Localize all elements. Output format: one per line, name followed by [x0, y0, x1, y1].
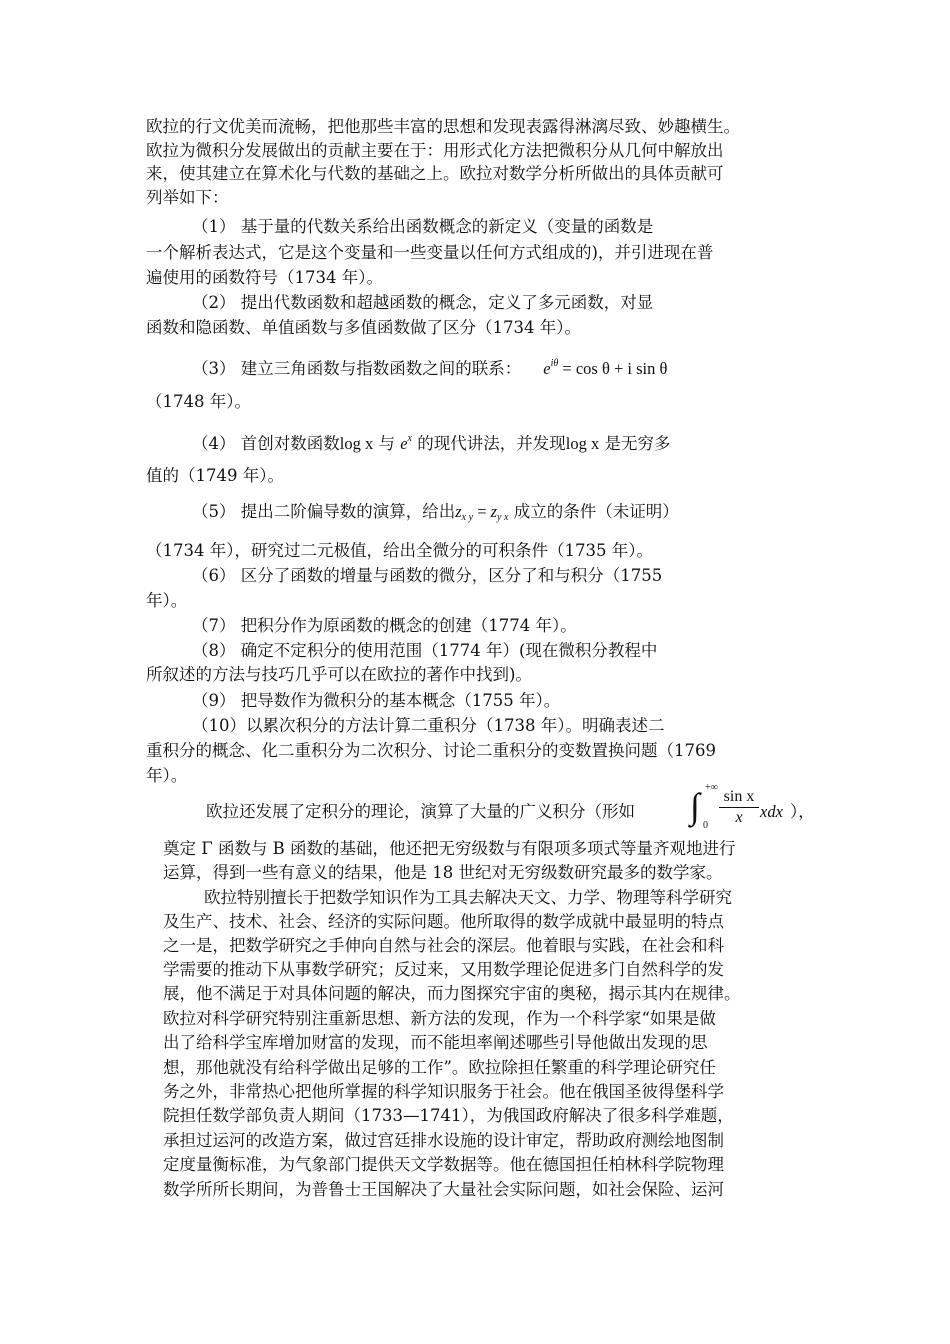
item-6-line-1: （6） 区分了函数的增量与函数的微分，区分了和与积分（1755 [192, 566, 663, 585]
p3-line-7: 出了给科学宝库增加财富的发现，而不能坦率阐述哪些引导他做出发现的思 [163, 1033, 708, 1052]
integral-sign: ∫ [690, 786, 700, 826]
item-1-line-2: 一个解析表达式，它是这个变量和一些变量以任何方式组成的)，并引进现在普 [146, 243, 714, 262]
p3-line-13: 数学所所长期间，为普鲁士王国解决了大量社会实际问题，如社会保险、运河 [163, 1180, 724, 1199]
item-3-line-2: （1748 年）。 [146, 392, 251, 411]
p3-line-10: 院担任数学部负责人期间（1733—1741），为俄国政府解决了很多科学难题， [163, 1106, 734, 1125]
item-8-line-2: 所叙述的方法与技巧几乎可以在欧拉的著作中找到)。 [146, 665, 532, 684]
p3-line-12: 定度量衡标准，为气象部门提供天文学数据等。他在德国担任柏林科学院物理 [163, 1155, 724, 1174]
p2-line-1: 欧拉还发展了定积分的理论，演算了大量的广义积分（形如 [206, 802, 635, 821]
p2-line-3: 运算，得到一些有意义的结果，他是 18 世纪对无穷级数研究最多的数学家。 [163, 863, 723, 882]
p3-line-9: 务之外，非常热心把他所掌握的科学知识服务于社会。他在俄国圣彼得堡科学 [163, 1082, 724, 1101]
item-5-line-1: （5） 提出二阶偏导数的演算，给出$z_{x y} = z_{y x}$ 成立的条件（未证明） [192, 502, 679, 523]
fraction-bar [719, 807, 759, 808]
item-1-line-3: 遍使用的函数符号（1734 年）。 [146, 268, 383, 287]
integrand-fraction [719, 788, 759, 827]
p3-line-8: 想，那他就没有给科学做出足够的工作”。欧拉除担任繁重的科学理论研究任 [163, 1058, 716, 1077]
p3-line-3: 之一是，把数学研究之手伸向自然与社会的深层。他着眼与实践，在社会和科 [163, 936, 724, 955]
p3-line-2: 及生产、技术、社会、经济的实际问题。他所取得的数学成就中最显明的特点 [163, 912, 724, 931]
p1-line-4: 列举如下： [146, 188, 229, 207]
item-4-line-1: （4） 首创对数函数log x 与 $e^x$ 的现代讲法，并发现log x 是无穷多 [192, 433, 671, 453]
p1-line-1: 欧拉的行文优美而流畅，把他那些丰富的思想和发现表露得淋漓尽致、妙趣横生。 [146, 117, 740, 136]
item-10-line-3: 年）。 [146, 766, 188, 785]
integral-lower-limit: 0 [703, 820, 708, 831]
item-1-line-1: （1） 基于量的代数关系给出函数概念的新定义（变量的函数是 [192, 217, 654, 236]
integral-upper-limit: +∞ [705, 782, 718, 793]
euler-formula: $e^{i\theta} = \cos \theta + i$ sin θ [543, 358, 668, 378]
p2-line-1-end: ）， [790, 802, 815, 821]
fraction-denominator: x [735, 809, 743, 826]
item-3-line-1 [192, 353, 667, 380]
log-x-2: log x [565, 434, 600, 453]
mixed-partial-equality: $z_{x y} = z_{y x}$ [455, 502, 509, 523]
p1-line-3: 来，使其建立在算术化与代数的基础之上。欧拉对数学分析所做出的具体贡献可 [146, 164, 724, 183]
p1-line-2: 欧拉为微积分发展做出的贡献主要在于：用形式化方法把微积分从几何中解放出 [146, 141, 724, 160]
integral-tail: xdx [760, 802, 783, 821]
item-8-line-1: （8） 确定不定积分的使用范围（1774 年）(现在微积分教程中 [192, 641, 658, 660]
exp-x: $e^x$ [400, 433, 412, 453]
item-10-line-2: 重积分的概念、化二重积分为二次积分、讨论二重积分的变数置换问题（1769 [146, 741, 716, 760]
item-4-line-2: 值的（1749 年）。 [146, 466, 284, 485]
p3-line-6: 欧拉对科学研究特别注重新思想、新方法的发现，作为一个科学家“如果是做 [163, 1009, 716, 1028]
item-10-line-1: （10）以累次积分的方法计算二重积分（1738 年）。明确表述二 [192, 716, 665, 735]
item-3-text: （3） 建立三角函数与指数函数之间的联系： [192, 359, 522, 378]
log-x-1: log x [339, 434, 374, 453]
p2-line-2: 奠定 Γ 函数与 B 函数的基础，他还把无穷级数与有限项多项式等量齐观地进行 [163, 839, 736, 858]
fraction-numerator: sin x [723, 788, 755, 805]
item-2-line-1: （2） 提出代数函数和超越函数的概念，定义了多元函数，对显 [192, 293, 654, 312]
p3-line-4: 学需要的推动下从事数学研究；反过来，又用数学理论促进多门自然科学的发 [163, 960, 724, 979]
p3-line-11: 承担过运河的改造方案，做过宫廷排水设施的设计审定，帮助政府测绘地图制 [163, 1131, 724, 1150]
p3-line-1: 欧拉特别擅长于把数学知识作为工具去解决天文、力学、物理等科学研究 [204, 888, 732, 907]
item-7-line: （7） 把积分作为原函数的概念的创建（1774 年）。 [192, 616, 577, 635]
item-9-line: （9） 把导数作为微积分的基本概念（1755 年）。 [192, 691, 561, 710]
p3-line-5: 展，他不满足于对具体问题的解决，而力图探究宇宙的奥秘，揭示其内在规律。 [163, 984, 741, 1003]
item-6-line-2: 年）。 [146, 591, 188, 610]
item-2-line-2: 函数和隐函数、单值函数与多值函数做了区分（1734 年）。 [146, 318, 581, 337]
item-5-line-2: （1734 年），研究过二元极值，给出全微分的可积条件（1735 年）。 [146, 541, 653, 560]
